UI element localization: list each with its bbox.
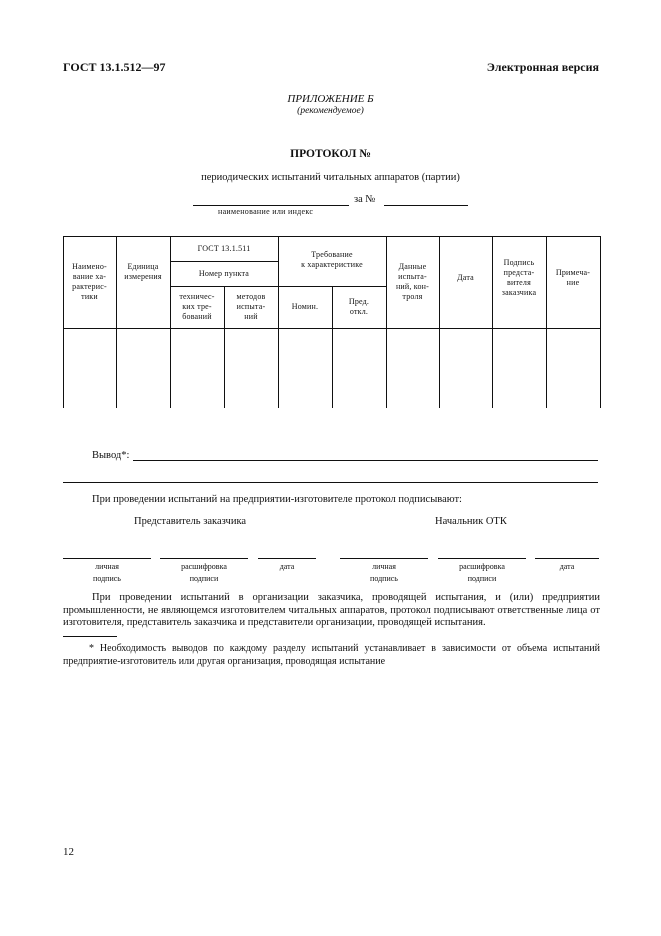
- col-requirement: Требование к характеристике: [301, 250, 363, 269]
- name-line: [193, 205, 349, 206]
- conclusion-line-1: [133, 460, 598, 461]
- signature-line: [63, 558, 151, 559]
- col-signature: Подпись предста- вителя заказчика: [501, 258, 537, 297]
- footnote: * Необходимость выводов по каждому разделу испытаний устанавливает в зависимости от объема испытаний предприятие-изготовитель или другая организация, проводящая испытание: [63, 643, 600, 667]
- signature-line: [340, 558, 428, 559]
- standard-number: ГОСТ 13.1.512—97: [63, 60, 166, 74]
- conclusion-label: Вывод*:: [92, 450, 130, 461]
- signature-caption: личная подпись: [93, 562, 121, 583]
- signature-line: [535, 558, 599, 559]
- name-caption: наименование или индекс: [218, 207, 314, 216]
- protocol-title: ПРОТОКОЛ №: [290, 148, 371, 160]
- protocol-table: [63, 236, 600, 408]
- version-label: Электронная версия: [486, 60, 599, 74]
- protocol-description: периодических испытаний читальных аппаратов (партии): [201, 172, 460, 183]
- col-nominal: Номин.: [291, 302, 319, 311]
- col-note: Примеча- ние: [555, 268, 591, 287]
- otk-head: Начальник ОТК: [435, 516, 507, 527]
- signature-caption: расшифровка подписи: [459, 562, 505, 583]
- col-characteristic-name: Наимено- вание ха- рактерис- тики: [72, 262, 107, 301]
- conclusion-line-2: [63, 482, 598, 483]
- customer-representative: Представитель заказчика: [134, 516, 247, 527]
- signature-line: [258, 558, 316, 559]
- customer-org-paragraph: При проведении испытаний в организации заказчика, проводящей испытания, и (или) предприятии промышленности, не являющемся изготовителем читальных аппаратов, протокол подписывают ответственные лица от изготовителя, представитель заказчика и представители организации, проводящей испытания.: [63, 592, 600, 628]
- col-item-number: Номер пункта: [198, 268, 250, 278]
- signature-line: [438, 558, 526, 559]
- signature-caption: расшифровка подписи: [181, 562, 227, 583]
- col-tolerance: Пред. откл.: [348, 297, 370, 316]
- col-control-data: Данные испыта- ний, кон- троля: [395, 262, 430, 301]
- signature-caption: дата: [279, 562, 295, 571]
- za-label: за №: [354, 194, 376, 205]
- signature-caption: дата: [559, 562, 575, 571]
- signature-caption: личная подпись: [370, 562, 398, 583]
- footnote-separator: [63, 636, 117, 637]
- col-unit: Единица измерения: [124, 262, 162, 281]
- number-line: [384, 205, 468, 206]
- appendix-subtitle: (рекомендуемое): [297, 106, 364, 116]
- col-date: Дата: [457, 273, 474, 282]
- col-test-methods: методов испыта- ний: [236, 292, 266, 321]
- manufacturer-sign-text: При проведении испытаний на предприятии-изготовителе протокол подписывают:: [92, 494, 462, 505]
- signature-line: [160, 558, 248, 559]
- appendix-title: ПРИЛОЖЕНИЕ Б: [287, 93, 374, 105]
- page-number: 12: [63, 846, 74, 858]
- col-tech-requirements: техничес- ких тре- бований: [179, 292, 215, 321]
- col-gost: ГОСТ 13.1.511: [197, 243, 251, 253]
